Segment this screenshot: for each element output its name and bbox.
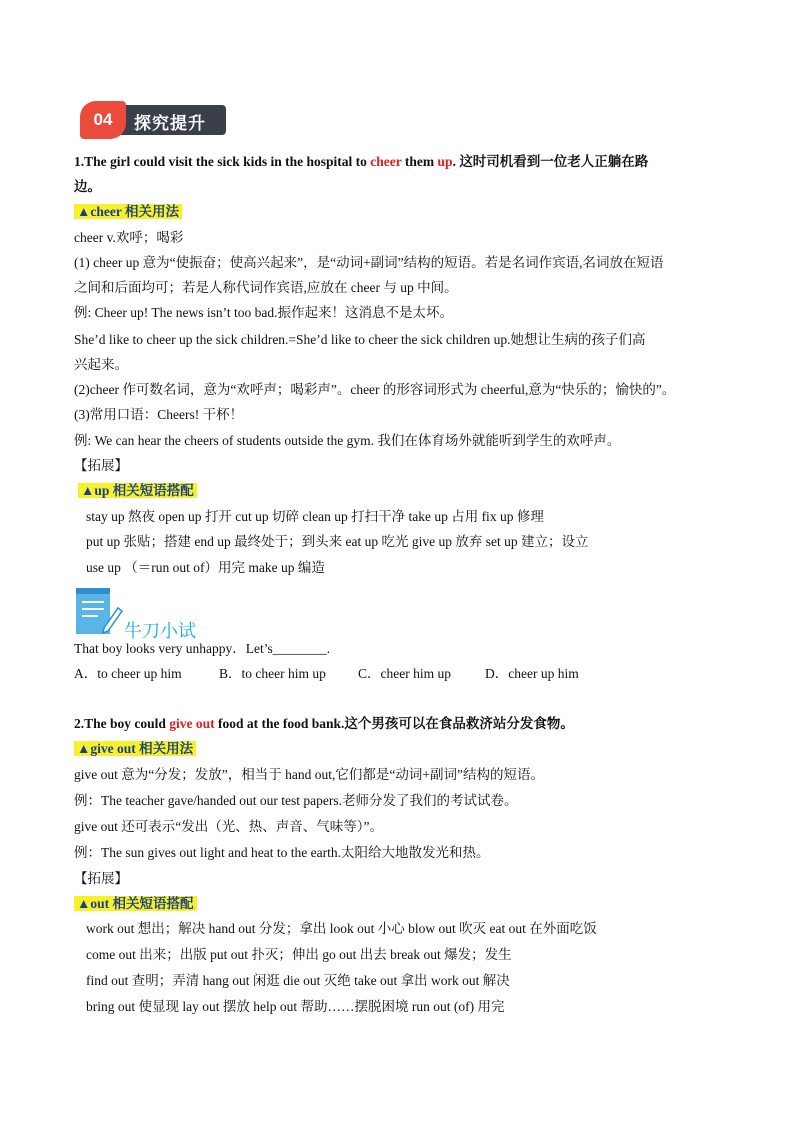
test-option-d: D．cheer up him — [485, 666, 579, 681]
item1-phrases-line3: use up （＝run out of）用完 make up 编造 — [86, 560, 325, 575]
item1-question — [74, 153, 648, 171]
item2-phrases-line1: work out 想出；解决 hand out 分发；拿出 look out 小心 blow out 吹灭 eat out 在外面吃饭 — [86, 921, 597, 936]
item1-definition: cheer v.欢呼；喝彩 — [74, 230, 184, 245]
item1-example2-line2: 兴起来。 — [74, 357, 128, 372]
item2-extension-label: 【拓展】 — [74, 871, 128, 886]
item2-phrases-line2: come out 出来；出版 put out 扑灭；伸出 go out 出去 break out 爆发；发生 — [86, 947, 512, 962]
item1-question-part: them — [401, 154, 438, 169]
item2-keyword-give-out: give out — [169, 716, 215, 731]
item1-question-part: . 这时司机看到一位老人正躺在路 — [452, 154, 649, 169]
item2-question-part: 2.The boy could — [74, 716, 170, 731]
item2-question-part: food at the food bank.这个男孩可以在食品救济站分发食物。 — [214, 716, 574, 731]
item1-point3: (3)常用口语：Cheers! 干杯！ — [74, 407, 244, 422]
item2-phrases-title-text: ▲out 相关短语搭配 — [74, 896, 197, 911]
test-option-b: B．to cheer him up — [219, 666, 326, 681]
item1-keyword-cheer: cheer — [370, 154, 402, 169]
item1-extension-label: 【拓展】 — [74, 458, 128, 473]
item1-keyword-up: up — [437, 154, 453, 169]
item1-point2: (2)cheer 作可数名词，意为“欢呼声；喝彩声”。cheer 的形容词形式为 cheerful,意为“快乐的；愉快的”。 — [74, 382, 676, 397]
item2-phrases-line3: find out 查明；弄清 hang out 闲逛 die out 灭绝 take out 拿出 work out 解决 — [86, 973, 510, 988]
item1-example2-line1: She’d like to cheer up the sick children.=She’d like to cheer the sick children up.她想让生病的孩子们高 — [74, 332, 646, 347]
item2-point2: give out 还可表示“发出（光、热、声音、气味等）”。 — [74, 819, 383, 834]
item1-point1-line2: 之间和后面均可；若是人称代词作宾语,应放在 cheer 与 up 中间。 — [74, 280, 458, 295]
item1-usage-title-text: ▲cheer 相关用法 — [74, 204, 182, 219]
item1-point1-line1: (1) cheer up 意为“使振奋；使高兴起来”，是“动词+副词”结构的短语。若是名词作宾语,名词放在短语 — [74, 255, 664, 270]
test-option-a: A．to cheer up him — [74, 666, 182, 681]
item2-point1: give out 意为“分发；发放”，相当于 hand out,它们都是“动词+副词”结构的短语。 — [74, 767, 544, 782]
item2-usage-title-text: ▲give out 相关用法 — [74, 741, 196, 756]
section-badge — [80, 103, 226, 137]
item1-question-part: 1.The girl could visit the sick kids in the hospital to — [74, 154, 371, 169]
item1-phrases-line2: put up 张贴；搭建 end up 最终处于；到头来 eat up 吃光 give up 放弃 set up 建立；设立 — [86, 534, 589, 549]
item2-example2: 例：The sun gives out light and heat to the earth.太阳给大地散发光和热。 — [74, 845, 490, 860]
item2-usage-title — [74, 740, 196, 758]
item2-example1: 例：The teacher gave/handed out our test papers.老师分发了我们的考试试卷。 — [74, 793, 518, 808]
test-question: That boy looks very unhappy．Let’s________. — [74, 641, 331, 656]
item2-phrases-title — [74, 895, 197, 913]
section-number: 04 — [80, 101, 126, 139]
item1-phrases-title — [78, 482, 197, 500]
notepad-pencil-icon — [74, 586, 124, 636]
item1-example1: 例: Cheer up! The news isn’t too bad.振作起来！这消息不是太坏。 — [74, 305, 453, 320]
item1-example3: 例: We can hear the cheers of students outside the gym. 我们在体育场外就能听到学生的欢呼声。 — [74, 433, 621, 448]
item2-phrases-line4: bring out 使显现 lay out 摆放 help out 帮助……摆脱困境 run out (of) 用完 — [86, 999, 505, 1014]
test-option-c: C．cheer him up — [358, 666, 451, 681]
item1-question-line2: 边。 — [74, 179, 101, 194]
section-title: 探究提升 — [134, 114, 206, 134]
item2-question — [74, 715, 574, 733]
test-title: 牛刀小试 — [124, 621, 196, 642]
item1-phrases-title-text: ▲up 相关短语搭配 — [78, 483, 197, 498]
item1-phrases-line1: stay up 熬夜 open up 打开 cut up 切碎 clean up 打扫干净 take up 占用 fix up 修理 — [86, 509, 544, 524]
item1-usage-title — [74, 203, 182, 221]
